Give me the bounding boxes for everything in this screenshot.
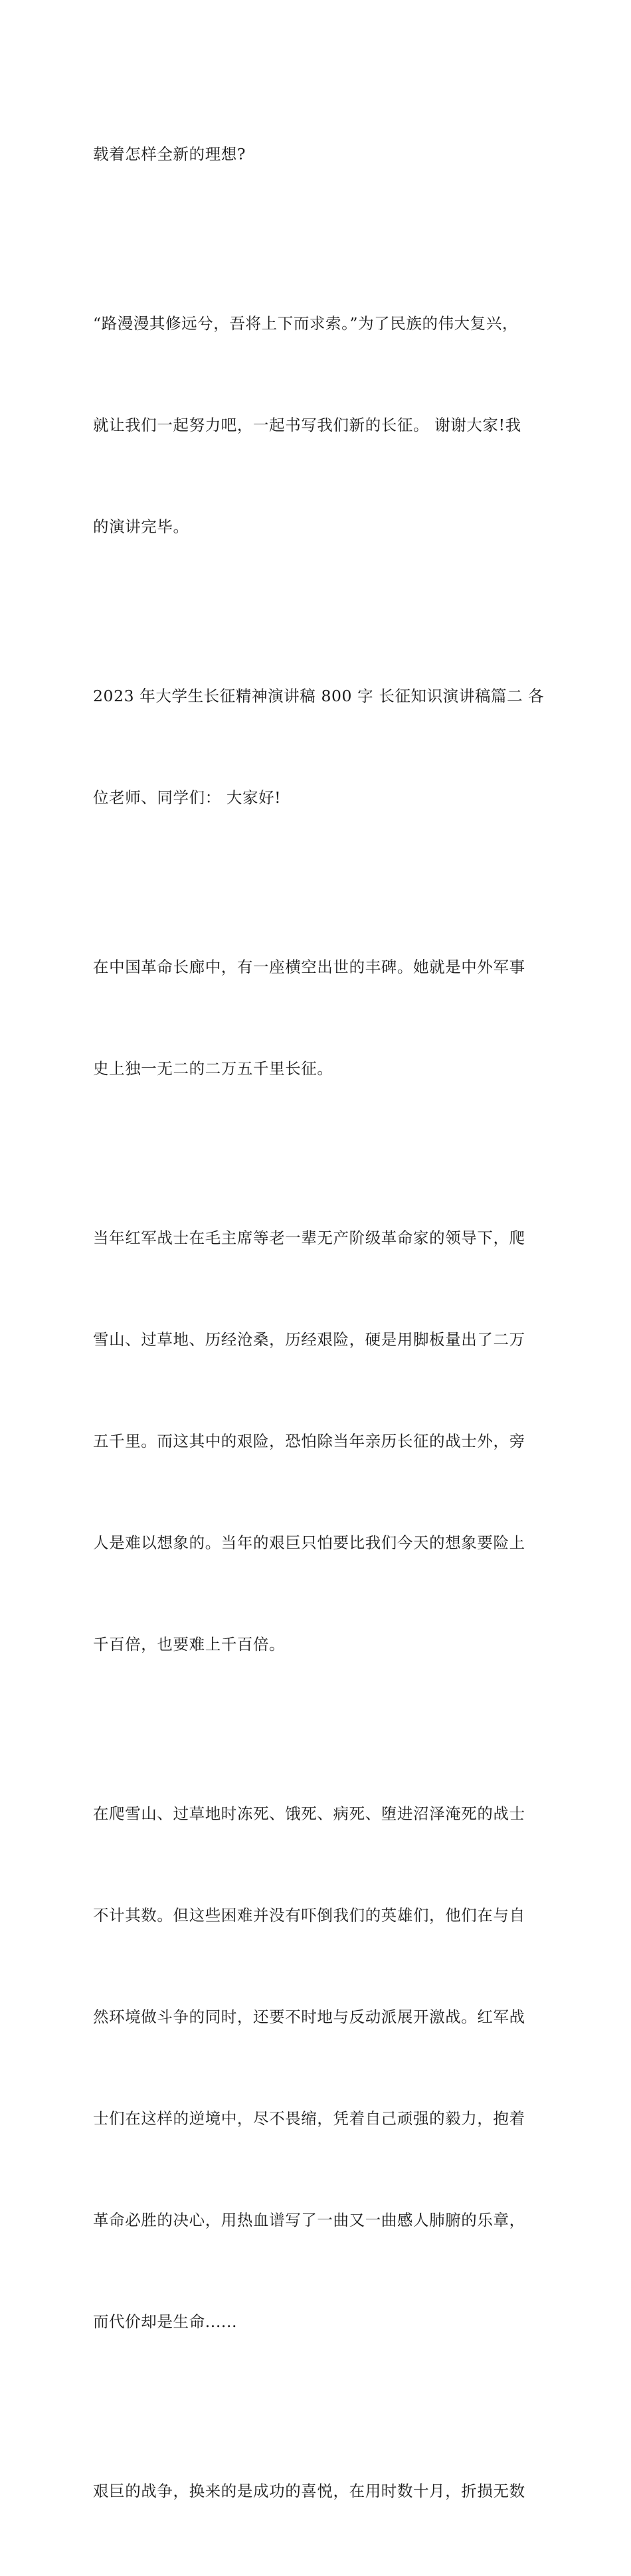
text-line: 士们在这样的逆境中，尽不畏缩，凭着自己顽强的毅力，抱着: [93, 2109, 525, 2128]
text-line: 就让我们一起努力吧，一起书写我们新的长征。 谢谢大家!我: [93, 416, 521, 434]
text-line: 当年红军战士在毛主席等老一辈无产阶级革命家的领导下，爬: [93, 1229, 525, 1247]
text-line: 雪山、过草地、历经沧桑，历经艰险，硬是用脚板量出了二万: [93, 1330, 525, 1349]
text-line: 位老师、同学们： 大家好!: [93, 788, 282, 807]
text-line: 史上独一无二的二万五千里长征。: [93, 1059, 333, 1078]
text-line: 千百倍，也要难上千百倍。: [93, 1635, 286, 1654]
text-line: 2023 年大学生长征精神演讲稿 800 字 长征知识演讲稿篇二 各: [93, 687, 545, 705]
text-line: 不计其数。但这些困难并没有吓倒我们的英雄们，他们在与自: [93, 1906, 525, 1925]
paragraph-3-heading: [93, 612, 545, 883]
text-line: 艰巨的战争，换来的是成功的喜悦，在用时数十月，折损无数: [93, 2482, 525, 2500]
paragraph-1: [93, 70, 545, 239]
text-line: 在爬雪山、过草地时冻死、饿死、病死、堕进沼泽淹死的战士: [93, 1804, 525, 1823]
document-body: [93, 70, 545, 2576]
paragraph-2: [93, 239, 545, 612]
text-line: 在中国革命长廊中，有一座横空出世的丰碑。她就是中外军事: [93, 958, 525, 976]
text-line: 而代价却是生命......: [93, 2312, 238, 2331]
paragraph-6: [93, 1729, 545, 2407]
text-line: 的演讲完毕。: [93, 517, 189, 536]
paragraph-7: [93, 2407, 545, 2576]
text-line: “路漫漫其修远兮，吾将上下而求索。”为了民族的伟大复兴，: [93, 314, 519, 333]
paragraph-5: [93, 1154, 545, 1729]
text-line: 五千里。而这其中的艰险，恐怕除当年亲历长征的战士外，旁: [93, 1432, 525, 1450]
text-line: 然环境做斗争的同时，还要不时地与反动派展开激战。红军战: [93, 2008, 525, 2026]
text-line: 人是难以想象的。当年的艰巨只怕要比我们今天的想象要险上: [93, 1533, 525, 1552]
text-line: 载着怎样全新的理想?: [93, 145, 246, 163]
paragraph-4: [93, 883, 545, 1154]
text-line: 革命必胜的决心，用热血谱写了一曲又一曲感人肺腑的乐章，: [93, 2211, 525, 2229]
